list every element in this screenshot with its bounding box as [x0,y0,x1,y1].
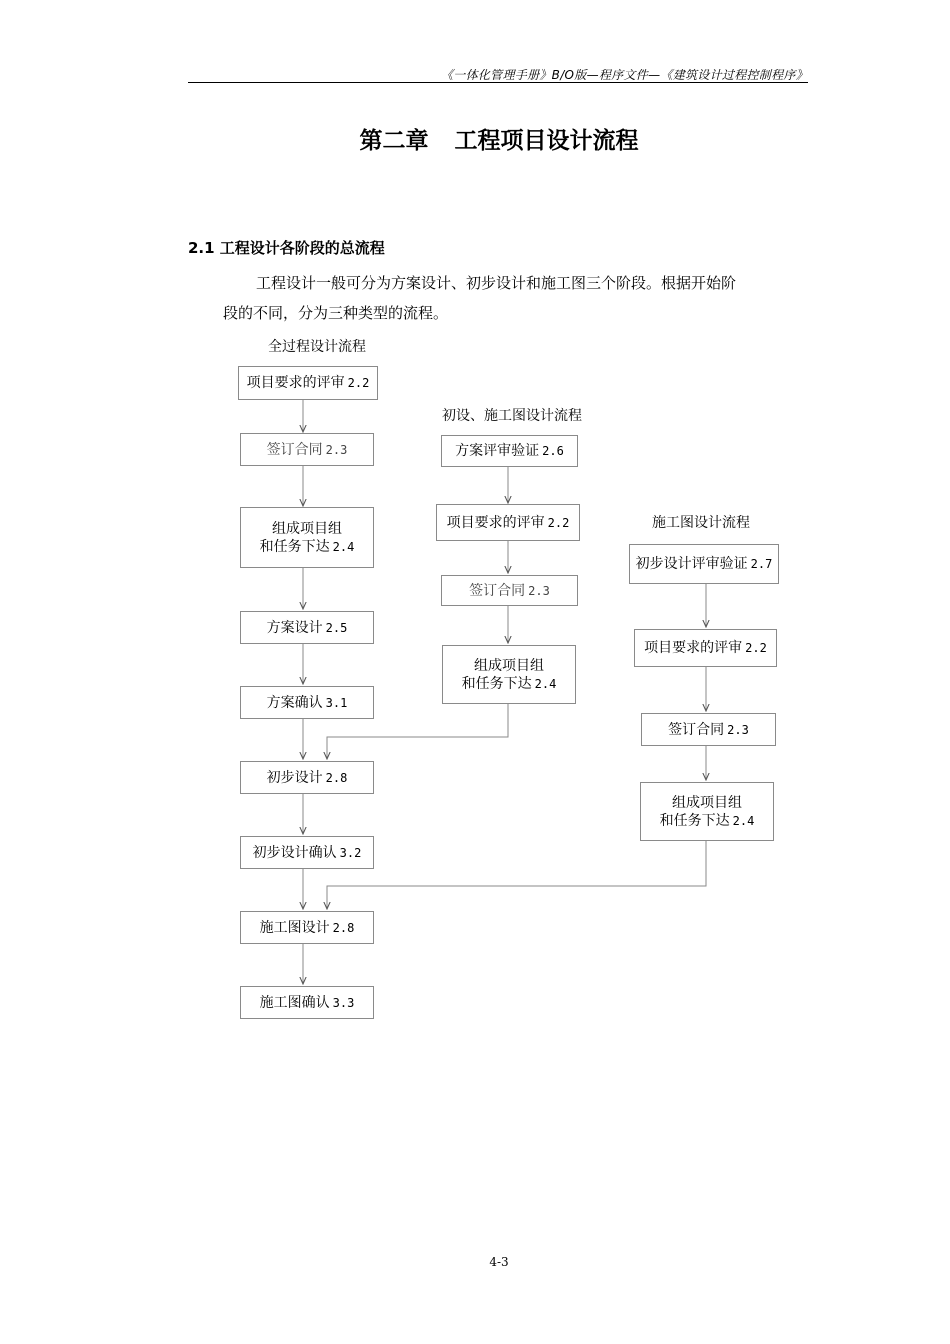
flow-step: 方案设计 2.5 [240,611,374,644]
flow-step: 组成项目组 和任务下达 2.4 [240,507,374,568]
flow-step: 初步设计 2.8 [240,761,374,794]
flow-step: 方案确认 3.1 [240,686,374,719]
chapter-number: 第二章 [359,128,429,154]
flow-step: 组成项目组 和任务下达 2.4 [640,782,774,841]
preliminary-process-label: 初设、施工图设计流程 [442,408,582,424]
flow-step: 项目要求的评审 2.2 [436,504,580,541]
flow-step: 项目要求的评审 2.2 [238,366,378,400]
construction-process-label: 施工图设计流程 [652,515,750,531]
flow-step: 方案评审验证 2.6 [441,435,578,467]
flow-step: 签订合同 2.3 [240,433,374,466]
flow-step: 项目要求的评审 2.2 [634,629,777,667]
chapter-name: 工程项目设计流程 [454,128,639,154]
flow-step: 组成项目组 和任务下达 2.4 [442,645,576,704]
flow-step: 施工图设计 2.8 [240,911,374,944]
running-header: 《一体化管理手册》B/O版—程序文件—《建筑设计过程控制程序》 [440,68,808,82]
flow-step: 签订合同 2.3 [441,575,578,606]
section-heading: 2.1 工程设计各阶段的总流程 [188,239,385,257]
paragraph-line-2: 段的不同，分为三种类型的流程。 [223,304,449,322]
full-process-label: 全过程设计流程 [268,339,366,355]
flow-step: 初步设计确认 3.2 [240,836,374,869]
flow-step: 施工图确认 3.3 [240,986,374,1019]
paragraph-line-1: 工程设计一般可分为方案设计、初步设计和施工图三个阶段。根据开始阶 [256,274,737,292]
page-number: 4-3 [489,1255,509,1269]
flow-step: 签订合同 2.3 [641,713,776,746]
flow-step: 初步设计评审验证 2.7 [629,544,779,584]
